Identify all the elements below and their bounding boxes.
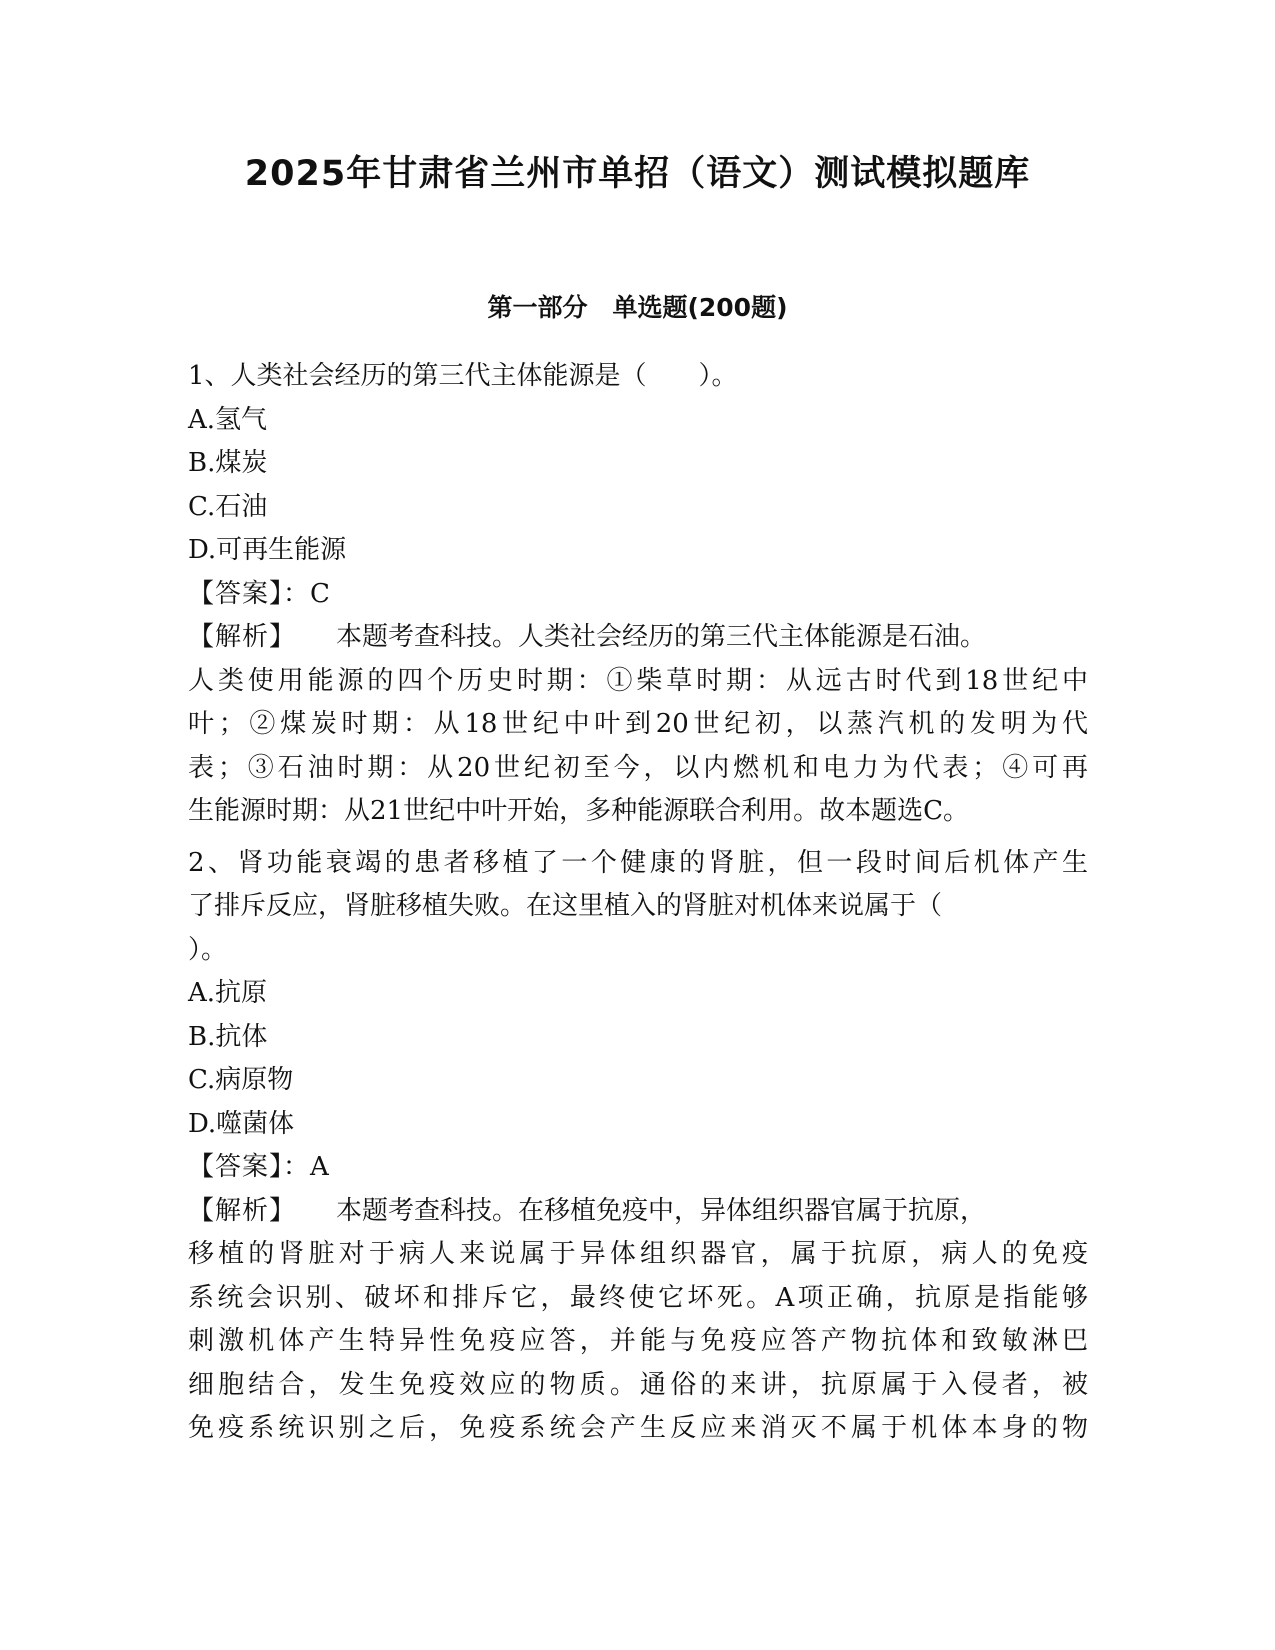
question-stem: 了排斥反应，肾脏移植失败。在这里植入的肾脏对机体来说属于（ (188, 891, 943, 921)
analysis-text: 本题考查科技。在移植免疫中，异体组织器官属于抗原， (336, 1195, 987, 1226)
question-gap (188, 834, 1088, 842)
answer-line (188, 573, 1088, 617)
analysis-first-line (188, 616, 1088, 660)
analysis-text: 本题考查科技。人类社会经历的第三代主体能源是石油。 (336, 622, 987, 652)
option-b: B.抗体 (188, 1021, 268, 1052)
analysis-label: 【解析】 (188, 622, 297, 652)
option-b: B.煤炭 (188, 448, 268, 478)
analysis-line: 生能源时期：从21世纪中叶开始，多种能源联合利用。故本题选C。 (188, 796, 969, 826)
question-stem: 2、肾功能衰竭的患者移植了一个健康的肾脏，但一段时间后机体产生 (188, 847, 1088, 878)
answer-value: C (310, 578, 330, 609)
analysis-label: 【解析】 (188, 1195, 297, 1226)
question-stem: 1、人类社会经历的第三代主体能源是（ ）。 (188, 361, 738, 391)
document-title: 2025年甘肃省兰州市单招（语文）测试模拟题库 (244, 154, 1031, 194)
analysis-line: 系统会识别、破坏和排斥它，最终使它坏死。A项正确，抗原是指能够 (188, 1282, 1088, 1313)
question-2 (188, 842, 1088, 1451)
answer-label: 【答案】： (188, 578, 311, 609)
option-d: D.可再生能源 (188, 535, 347, 565)
question-1 (188, 355, 1088, 834)
document-body (188, 355, 1088, 1451)
analysis-line: 人类使用能源的四个历史时期：①柴草时期：从远古时代到18世纪中 (188, 665, 1088, 696)
analysis-line: 叶；②煤炭时期：从18世纪中叶到20世纪初，以蒸汽机的发明为代 (188, 709, 1088, 739)
analysis-line: 细胞结合，发生免疫效应的物质。通俗的来讲，抗原属于入侵者，被 (188, 1369, 1088, 1400)
question-stem: ）。 (188, 934, 228, 965)
section-title: 第一部分 单选题(200题) (487, 293, 788, 322)
answer-label: 【答案】： (188, 1152, 311, 1182)
option-d: D.噬菌体 (188, 1108, 295, 1139)
option-c: C.病原物 (188, 1065, 294, 1095)
analysis-first-line (188, 1190, 1088, 1234)
answer-line (188, 1146, 1088, 1190)
analysis-line: 免疫系统识别之后，免疫系统会产生反应来消灭不属于机体本身的物 (188, 1413, 1088, 1443)
analysis-line: 刺激机体产生特异性免疫应答，并能与免疫应答产物抗体和致敏淋巴 (188, 1326, 1088, 1356)
answer-value: A (310, 1152, 329, 1182)
analysis-line: 移植的肾脏对于病人来说属于异体组织器官，属于抗原，病人的免疫 (188, 1239, 1088, 1269)
option-c: C.石油 (188, 491, 268, 522)
option-a: A.抗原 (188, 978, 268, 1008)
analysis-line: 表；③石油时期：从20世纪初至今，以内燃机和电力为代表；④可再 (188, 752, 1088, 783)
option-a: A.氢气 (188, 404, 268, 435)
